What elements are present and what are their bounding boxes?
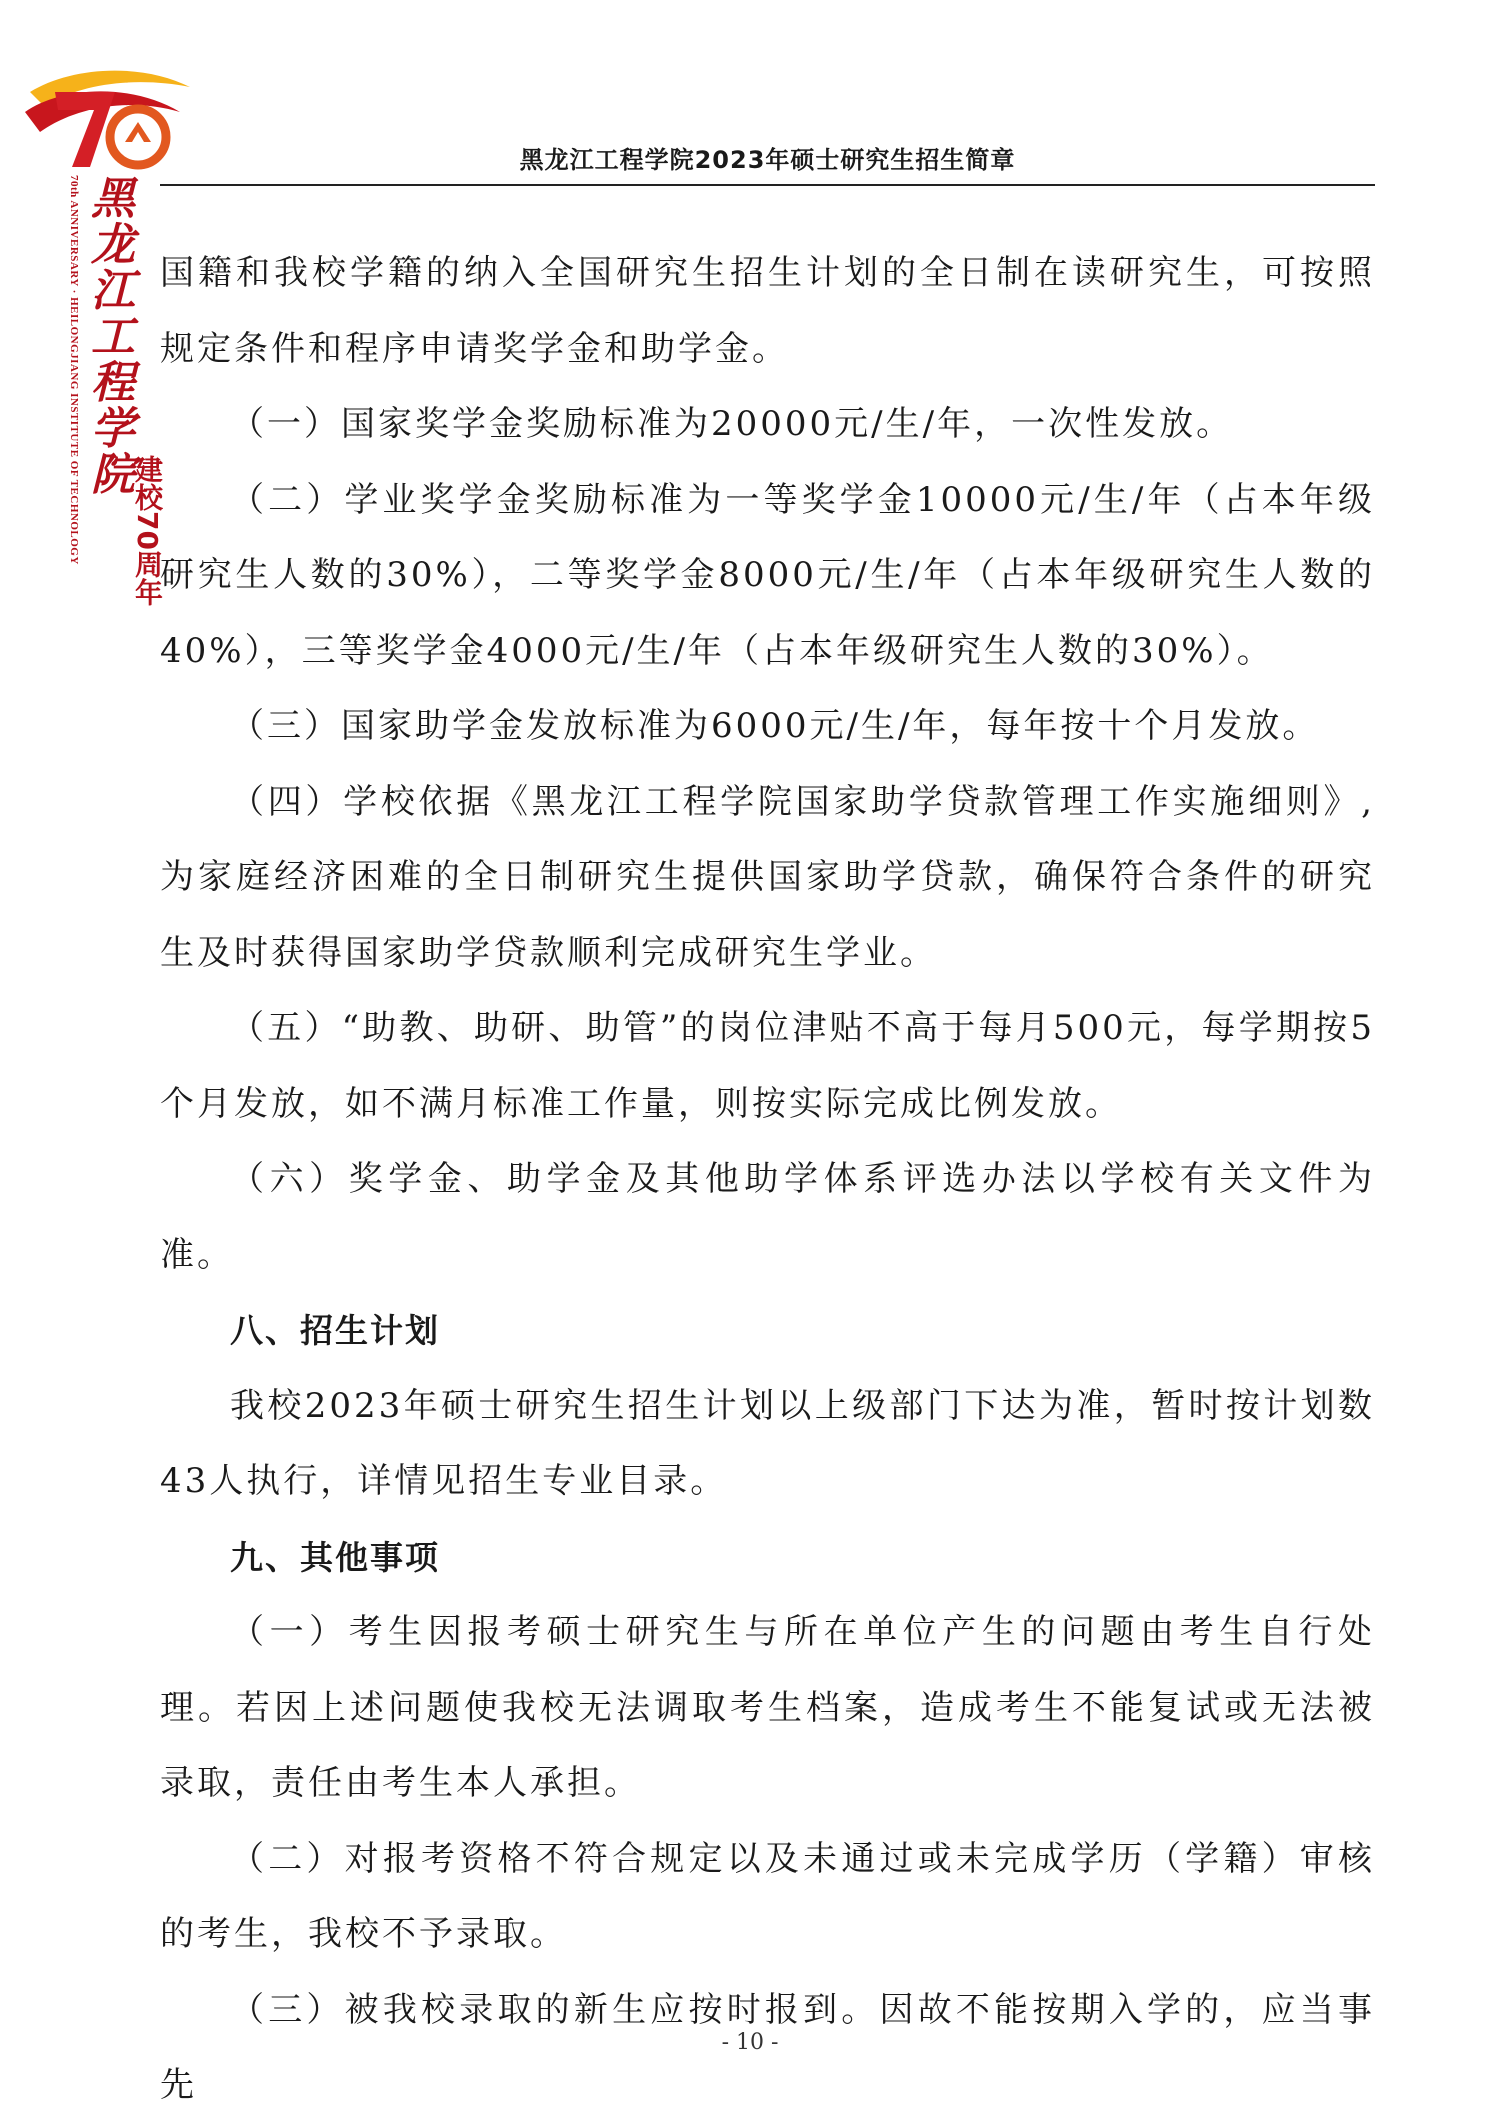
paragraph-selection-rules: （六）奖学金、助学金及其他助学体系评选办法以学校有关文件为准。	[160, 1159, 1375, 1275]
document-body	[160, 236, 1375, 2124]
paragraph-assistantship: （五）“助教、助研、助管”的岗位津贴不高于每月500元，每学期按5个月发放，如不满月标准工作量，则按实际完成比例发放。	[160, 1008, 1375, 1124]
paragraph-national-scholarship: （一）国家奖学金奖励标准为20000元/生/年，一次性发放。	[230, 404, 1234, 444]
page-header-title: 黑龙江工程学院2023年硕士研究生招生简章	[519, 146, 1016, 174]
paragraph-national-grant: （三）国家助学金发放标准为6000元/生/年，每年按十个月发放。	[230, 706, 1320, 746]
header-divider	[160, 184, 1375, 186]
sidebar-school-name: 黑龙江工程学院	[83, 175, 134, 497]
sidebar-anniversary: 建校70周年	[131, 455, 164, 606]
paragraph-student-loan: （四）学校依据《黑龙江工程学院国家助学贷款管理工作实施细则》,为家庭经济困难的全日制研究生提供国家助学贷款，确保符合条件的研究生及时获得国家助学贷款顺利完成研究生学业。	[160, 781, 1375, 973]
paragraph-continued: 国籍和我校学籍的纳入全国研究生招生计划的全日制在读研究生，可按照规定条件和程序申请奖学金和助学金。	[160, 253, 1375, 369]
paragraph-eligibility: （二）对报考资格不符合规定以及未通过或未完成学历（学籍）审核的考生，我校不予录取。	[160, 1838, 1375, 1954]
page-number: - 10 -	[721, 2030, 779, 2055]
sidebar-english-text: 70th ANNIVERSARY · HEILONGJIANG INSTITUTE OF TECHNOLOGY	[68, 175, 80, 565]
sidebar-decoration	[62, 175, 164, 625]
paragraph-enrollment-plan: 我校2023年硕士研究生招生计划以上级部门下达为准，暂时按计划数43人执行，详情见招生专业目录。	[160, 1385, 1375, 1501]
paragraph-academic-scholarship: （二）学业奖学金奖励标准为一等奖学金10000元/生/年（占本年级研究生人数的30%），二等奖学金8000元/生/年（占本年级研究生人数的40%），三等奖学金4000元/生/年（占本年级研究生人数的30%）。	[160, 479, 1375, 671]
section-heading-enrollment-plan: 八、招生计划	[230, 1311, 440, 1350]
paragraph-registration: （三）被我校录取的新生应按时报到。因故不能按期入学的，应当事先	[160, 1989, 1375, 2105]
logo-seven	[55, 92, 115, 167]
logo-emblem	[125, 122, 151, 142]
logo-zero-ring	[110, 109, 166, 165]
paragraph-employer-issues: （一）考生因报考硕士研究生与所在单位产生的问题由考生自行处理。若因上述问题使我校无法调取考生档案，造成考生不能复试或无法被录取，责任由考生本人承担。	[160, 1612, 1375, 1803]
section-heading-other-matters: 九、其他事项	[230, 1537, 440, 1577]
